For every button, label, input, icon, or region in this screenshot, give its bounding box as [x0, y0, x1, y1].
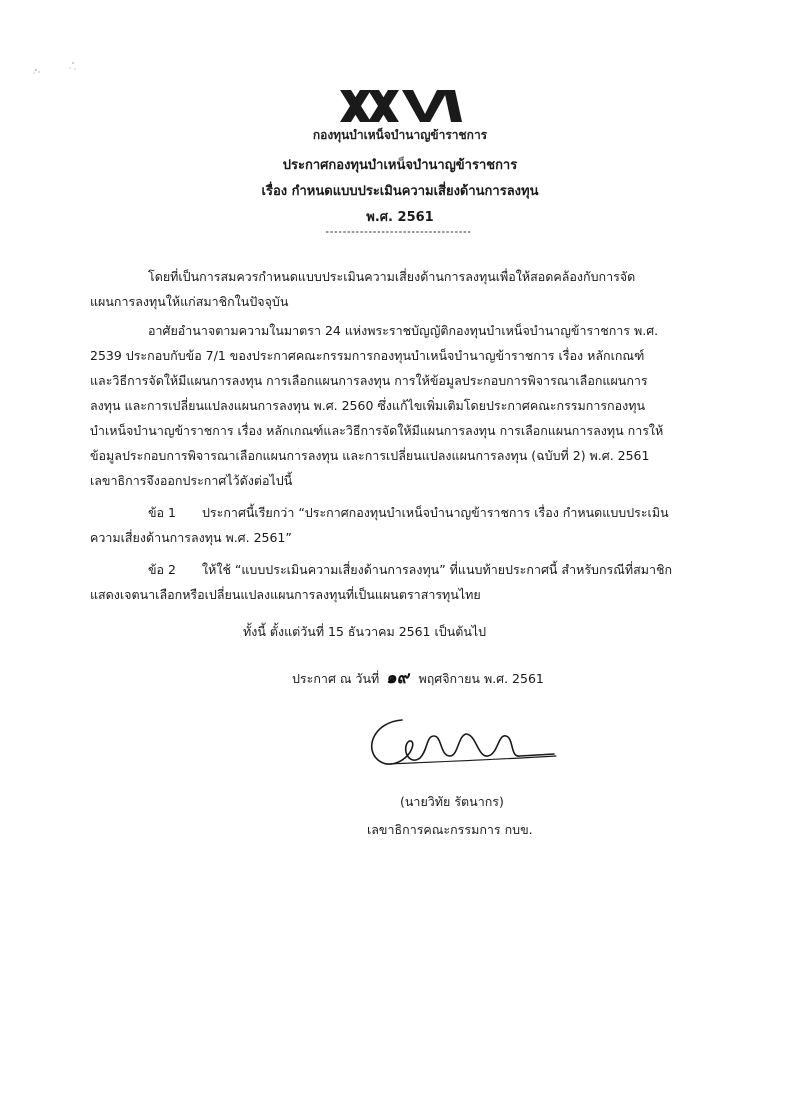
- effective-date: ทั้งนี้ ตั้งแต่วันที่ 15 ธันวาคม 2561 เป็นต้นไป: [243, 624, 487, 639]
- text-line: โดยที่เป็นการสมควรกำหนดแบบประเมินความเสี่ยงด้านการลงทุนเพื่อให้สอดคล้องกับการจัด: [148, 269, 636, 284]
- text-line: เลขาธิการจึงออกประกาศไว้ดังต่อไปนี้: [90, 473, 293, 488]
- clause-2: [90, 557, 710, 607]
- handwritten-day: ๑๙: [385, 668, 412, 688]
- scan-specks: [30, 58, 80, 78]
- text-line: [90, 500, 710, 525]
- authority-paragraph: [90, 318, 710, 493]
- text-line: และวิธีการจัดให้มีแผนการลงทุน การเลือกแผนการลงทุน การให้ข้อมูลประกอบการพิจารณาเลือกแผนการ: [90, 373, 648, 388]
- clause-text: ประกาศนี้เรียกว่า “ประกาศกองทุนบำเหน็จบำนาญข้าราชการ เรื่อง กำหนดแบบประเมิน: [202, 505, 669, 520]
- title-divider: [326, 228, 472, 236]
- gpf-logo: [338, 88, 464, 124]
- announcement-date: [292, 664, 544, 691]
- text-line: ความเสี่ยงด้านการลงทุน พ.ศ. 2561”: [90, 530, 292, 545]
- announcement-title: ประกาศกองทุนบำเหน็จบำนาญข้าราชการ: [282, 158, 518, 173]
- text-line: แผนการลงทุนให้แก่สมาชิกในปัจจุบัน: [90, 294, 289, 309]
- signature: [360, 712, 560, 774]
- text-line: 2539 ประกอบกับข้อ 7/1 ของประกาศคณะกรรมการกองทุนบำเหน็จบำนาญข้าราชการ เรื่อง หลักเกณฑ์: [90, 348, 645, 363]
- announcement-subject: เรื่อง กำหนดแบบประเมินความเสี่ยงด้านการลงทุน: [261, 184, 539, 199]
- signer-name: (นายวิทัย รัตนากร): [400, 794, 504, 809]
- text-line: ลงทุน และการเปลี่ยนแปลงแผนการลงทุน พ.ศ. 2560 ซึ่งแก้ไขเพิ่มเติมโดยประกาศคณะกรรมการกองทุน: [90, 398, 646, 413]
- clause-number: ข้อ 1: [148, 505, 176, 520]
- date-prefix: ประกาศ ณ วันที่: [292, 671, 380, 686]
- clause-text: ให้ใช้ “แบบประเมินความเสี่ยงด้านการลงทุน” ที่แนบท้ายประกาศนี้ สำหรับกรณีที่สมาชิก: [202, 562, 673, 577]
- text-line: บำเหน็จบำนาญข้าราชการ เรื่อง หลักเกณฑ์และวิธีการจัดให้มีแผนการลงทุน การเลือกแผนการลงทุน การให้: [90, 423, 664, 438]
- date-suffix: พฤศจิกายน พ.ศ. 2561: [418, 671, 544, 686]
- preamble-paragraph: [90, 264, 710, 314]
- organization-name: กองทุนบำเหน็จบำนาญข้าราชการ: [312, 128, 488, 142]
- announcement-year: พ.ศ. 2561: [366, 210, 434, 225]
- text-line: อาศัยอำนาจตามความในมาตรา 24 แห่งพระราชบัญญัติกองทุนบำเหน็จบำนาญข้าราชการ พ.ศ.: [148, 323, 659, 338]
- signer-position: เลขาธิการคณะกรรมการ กบข.: [367, 822, 533, 837]
- text-line: แสดงเจตนาเลือกหรือเปลี่ยนแปลงแผนการลงทุนที่เป็นแผนตราสารทุนไทย: [90, 587, 481, 602]
- text-line: ข้อมูลประกอบการพิจารณาเลือกแผนการลงทุน และการเปลี่ยนแปลงแผนการลงทุน (ฉบับที่ 2) พ.ศ. 2561: [90, 448, 650, 463]
- clause-number: ข้อ 2: [148, 562, 176, 577]
- text-line: [90, 557, 710, 582]
- clause-1: [90, 500, 710, 550]
